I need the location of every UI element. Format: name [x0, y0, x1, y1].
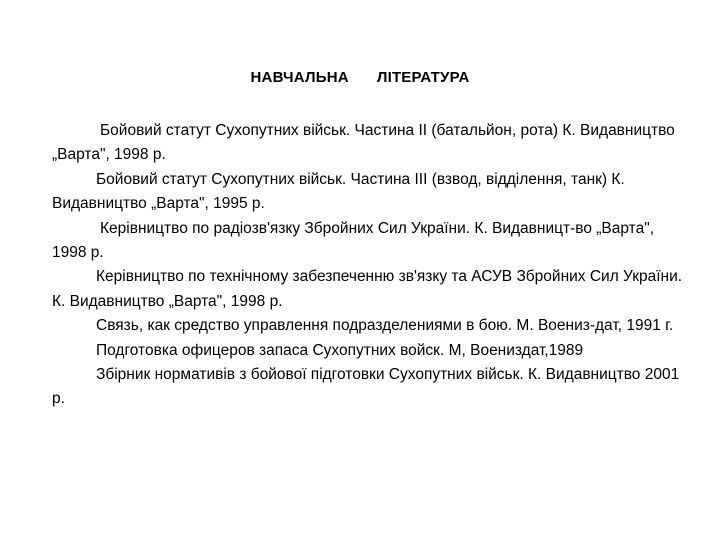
- page-title: НАВЧАЛЬНА ЛІТЕРАТУРА: [250, 69, 470, 86]
- reference-item: Збірник нормативів з бойової підготовки Сухопутних військ. К. Видавництво 2001 р.: [52, 366, 680, 408]
- reference-item: Подготовка офицеров запаса Сухопутних войск. М, Воениздат,1989: [96, 341, 584, 359]
- reference-item: Бойовий статут Сухопутних військ. Частина ІІ (батальйон, рота) К. Видавництво „Варта", 1998 р.: [52, 122, 675, 164]
- reference-item: Керівництво по технічному забезпеченню зв'язку та АСУВ Збройних Сил України. К. Видавництво „Варта", 1998 р.: [52, 268, 683, 310]
- reference-list: [52, 119, 692, 412]
- reference-item: Бойовий статут Сухопутних військ. Частина ІІІ (взвод, відділення, танк) К. Видавництво „Варта", 1995 р.: [52, 170, 625, 213]
- reference-item: Керівництво по радіозв'язку Збройних Сил України. К. Видавницт-во „Варта", 1998 р.: [52, 219, 654, 262]
- reference-item: Связь, как средство управлення подразделениями в бою. М. Воениз-дат, 1991 г.: [96, 317, 674, 335]
